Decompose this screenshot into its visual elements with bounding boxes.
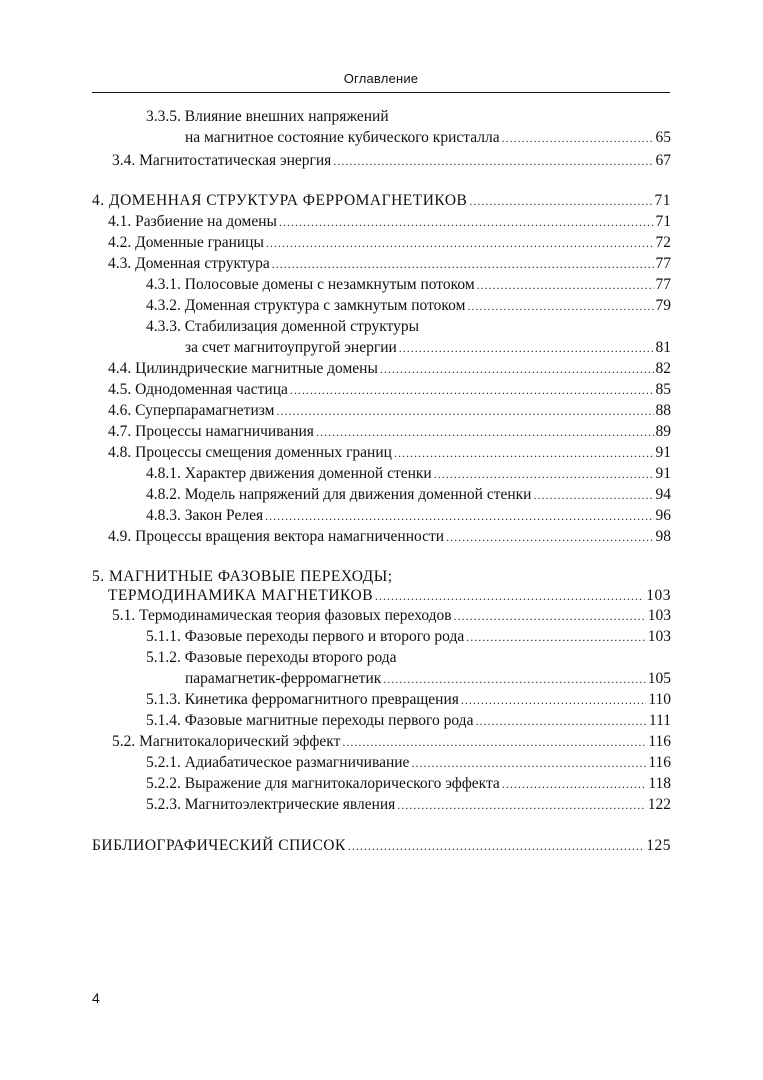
dot-leader xyxy=(316,422,654,442)
toc-chapter xyxy=(108,586,671,606)
toc-entry xyxy=(108,422,671,442)
toc-entry-text: 4.5. Однодоменная частица xyxy=(108,381,288,398)
toc-entry xyxy=(146,485,671,505)
toc-entry-text: 4.9. Процессы вращения вектора намагниченности xyxy=(108,528,445,545)
toc-entry-page: 77 xyxy=(655,276,671,293)
dot-leader xyxy=(477,275,654,295)
toc-entry-text: 4.1. Разбиение на домены xyxy=(108,213,277,230)
toc-entry-page: 125 xyxy=(646,837,671,854)
toc-entry-text: 4.3.3. Стабилизация доменной структуры xyxy=(146,318,420,335)
toc-entry xyxy=(108,212,671,232)
toc-entry-page: 88 xyxy=(655,402,671,419)
toc-entry xyxy=(146,690,671,710)
toc-entry-text: 4.3.1. Полосовые домены с незамкнутым потоком xyxy=(146,276,475,293)
toc-entry xyxy=(108,443,671,463)
toc-entry xyxy=(108,359,671,379)
toc-entry-text: парамагнетик-ферромагнетик xyxy=(185,670,382,687)
dot-leader xyxy=(469,191,652,211)
toc-entry xyxy=(146,296,671,316)
toc-entry xyxy=(146,648,397,668)
dot-leader xyxy=(333,151,653,171)
toc-entry-page: 89 xyxy=(655,423,671,440)
toc-entry-text: 4. ДОМЕННАЯ СТРУКТУРА ФЕРРОМАГНЕТИКОВ xyxy=(92,192,468,209)
toc-entry xyxy=(146,107,389,127)
toc-entry xyxy=(112,732,671,752)
dot-leader xyxy=(265,506,653,526)
toc-entry xyxy=(108,254,671,274)
dot-leader xyxy=(446,527,653,547)
toc-entry-text: 4.8.1. Характер движения доменной стенки xyxy=(146,465,432,482)
toc-entry xyxy=(146,627,671,647)
toc-entry-page: 103 xyxy=(647,607,671,624)
toc-entry-text: 4.8.2. Модель напряжений для движения доменной стенки xyxy=(146,486,532,503)
toc-entry-page: 91 xyxy=(655,444,671,461)
dot-leader xyxy=(397,795,645,815)
toc-entry xyxy=(146,317,419,337)
toc-entry-text: 5.1.1. Фазовые переходы первого и второго рода xyxy=(146,628,465,645)
dot-leader xyxy=(461,690,646,710)
toc-entry-page: 72 xyxy=(655,234,671,251)
toc-entry-page: 82 xyxy=(655,360,671,377)
dot-leader xyxy=(502,774,646,794)
toc-entry-page: 65 xyxy=(655,129,671,146)
toc-entry-page: 122 xyxy=(647,796,671,813)
dot-leader xyxy=(380,359,654,379)
toc-entry-text: 5.2.2. Выражение для магнитокалорического эффекта xyxy=(146,775,500,792)
toc-entry-page: 103 xyxy=(646,587,671,604)
toc-entry xyxy=(146,774,671,794)
dot-leader xyxy=(502,128,654,148)
toc-entry-text: 5.1. Термодинамическая теория фазовых переходов xyxy=(112,607,452,624)
toc-chapter xyxy=(92,567,393,587)
toc-entry xyxy=(185,669,671,689)
dot-leader xyxy=(279,212,654,232)
toc-entry-text: ТЕРМОДИНАМИКА МАГНЕТИКОВ xyxy=(108,587,374,604)
dot-leader xyxy=(533,485,653,505)
toc-entry-text: 4.2. Доменные границы xyxy=(108,234,264,251)
toc-entry-text: 4.6. Суперпарамагнетизм xyxy=(108,402,275,419)
page-number: 4 xyxy=(92,990,100,1006)
toc-entry xyxy=(185,338,671,358)
toc-chapter xyxy=(92,191,671,211)
toc-entry xyxy=(185,128,671,148)
toc-entry-page: 71 xyxy=(655,213,671,230)
toc-entry-text: 4.3. Доменная структура xyxy=(108,255,270,272)
dot-leader xyxy=(454,606,646,626)
toc-chapter xyxy=(92,836,671,856)
dot-leader xyxy=(272,254,654,274)
toc-entry-page: 96 xyxy=(655,507,671,524)
dot-leader xyxy=(383,669,645,689)
dot-leader xyxy=(290,380,654,400)
toc-entry xyxy=(112,151,671,171)
toc-entry-page: 77 xyxy=(655,255,671,272)
toc-entry xyxy=(108,380,671,400)
toc-entry-text: 5.1.4. Фазовые магнитные переходы первого рода xyxy=(146,712,474,729)
toc-entry-page: 116 xyxy=(648,754,671,771)
toc-entry-text: 4.3.2. Доменная структура с замкнутым потоком xyxy=(146,297,466,314)
toc-entry-text: 3.4. Магнитостатическая энергия xyxy=(112,152,332,169)
toc-entry xyxy=(108,233,671,253)
toc-entry-text: 5. МАГНИТНЫЕ ФАЗОВЫЕ ПЕРЕХОДЫ; xyxy=(92,568,393,585)
toc-entry xyxy=(112,606,671,626)
dot-leader xyxy=(394,443,654,463)
toc-entry-text: 3.3.5. Влияние внешних напряжений xyxy=(146,108,389,125)
dot-leader xyxy=(466,627,646,647)
toc-entry-page: 91 xyxy=(655,465,671,482)
toc-entry xyxy=(108,401,671,421)
toc-entry-text: 5.2.1. Адиабатическое размагничивание xyxy=(146,754,410,771)
toc-entry-page: 110 xyxy=(648,691,671,708)
toc-entry-page: 103 xyxy=(647,628,671,645)
dot-leader xyxy=(276,401,653,421)
toc-entry-text: за счет магнитоупругой энергии xyxy=(185,339,397,356)
toc-entry xyxy=(146,711,671,731)
toc-entry-page: 116 xyxy=(648,733,671,750)
dot-leader xyxy=(375,586,644,606)
toc-entry xyxy=(108,527,671,547)
dot-leader xyxy=(467,296,653,316)
toc-entry-page: 79 xyxy=(655,297,671,314)
toc-entry-page: 118 xyxy=(648,775,671,792)
toc-entry xyxy=(146,506,671,526)
dot-leader xyxy=(434,464,654,484)
toc-entry-text: 5.2. Магнитокалорический эффект xyxy=(112,733,341,750)
toc-entry-text: на магнитное состояние кубического кристалла xyxy=(185,129,500,146)
toc-entry-page: 111 xyxy=(648,712,671,729)
toc-entry-page: 85 xyxy=(655,381,671,398)
toc-entry xyxy=(146,795,671,815)
toc-entry-text: 4.7. Процессы намагничивания xyxy=(108,423,314,440)
toc-entry-page: 67 xyxy=(655,152,671,169)
toc-entry-text: БИБЛИОГРАФИЧЕСКИЙ СПИСОК xyxy=(92,837,346,854)
toc-entry-text: 5.2.3. Магнитоэлектрические явления xyxy=(146,796,396,813)
toc-entry-page: 105 xyxy=(647,670,671,687)
toc-entry xyxy=(146,753,671,773)
dot-leader xyxy=(411,753,646,773)
toc-entry-text: 4.4. Цилиндрические магнитные домены xyxy=(108,360,378,377)
toc-entry-text: 4.8. Процессы смещения доменных границ xyxy=(108,444,392,461)
toc-entry-page: 94 xyxy=(655,486,671,503)
dot-leader xyxy=(399,338,654,358)
dot-leader xyxy=(266,233,654,253)
toc-entry xyxy=(146,275,671,295)
toc-entry-page: 98 xyxy=(655,528,671,545)
dot-leader xyxy=(475,711,646,731)
toc-entry-text: 5.1.2. Фазовые переходы второго рода xyxy=(146,649,397,666)
dot-leader xyxy=(342,732,646,752)
toc-entry-text: 5.1.3. Кинетика ферромагнитного превращения xyxy=(146,691,459,708)
toc-entry-page: 71 xyxy=(654,192,671,209)
running-header: Оглавление xyxy=(343,71,419,86)
toc-entry-page: 81 xyxy=(655,339,671,356)
toc-entry-text: 4.8.3. Закон Релея xyxy=(146,507,264,524)
dot-leader xyxy=(348,836,644,856)
toc-entry xyxy=(146,464,671,484)
